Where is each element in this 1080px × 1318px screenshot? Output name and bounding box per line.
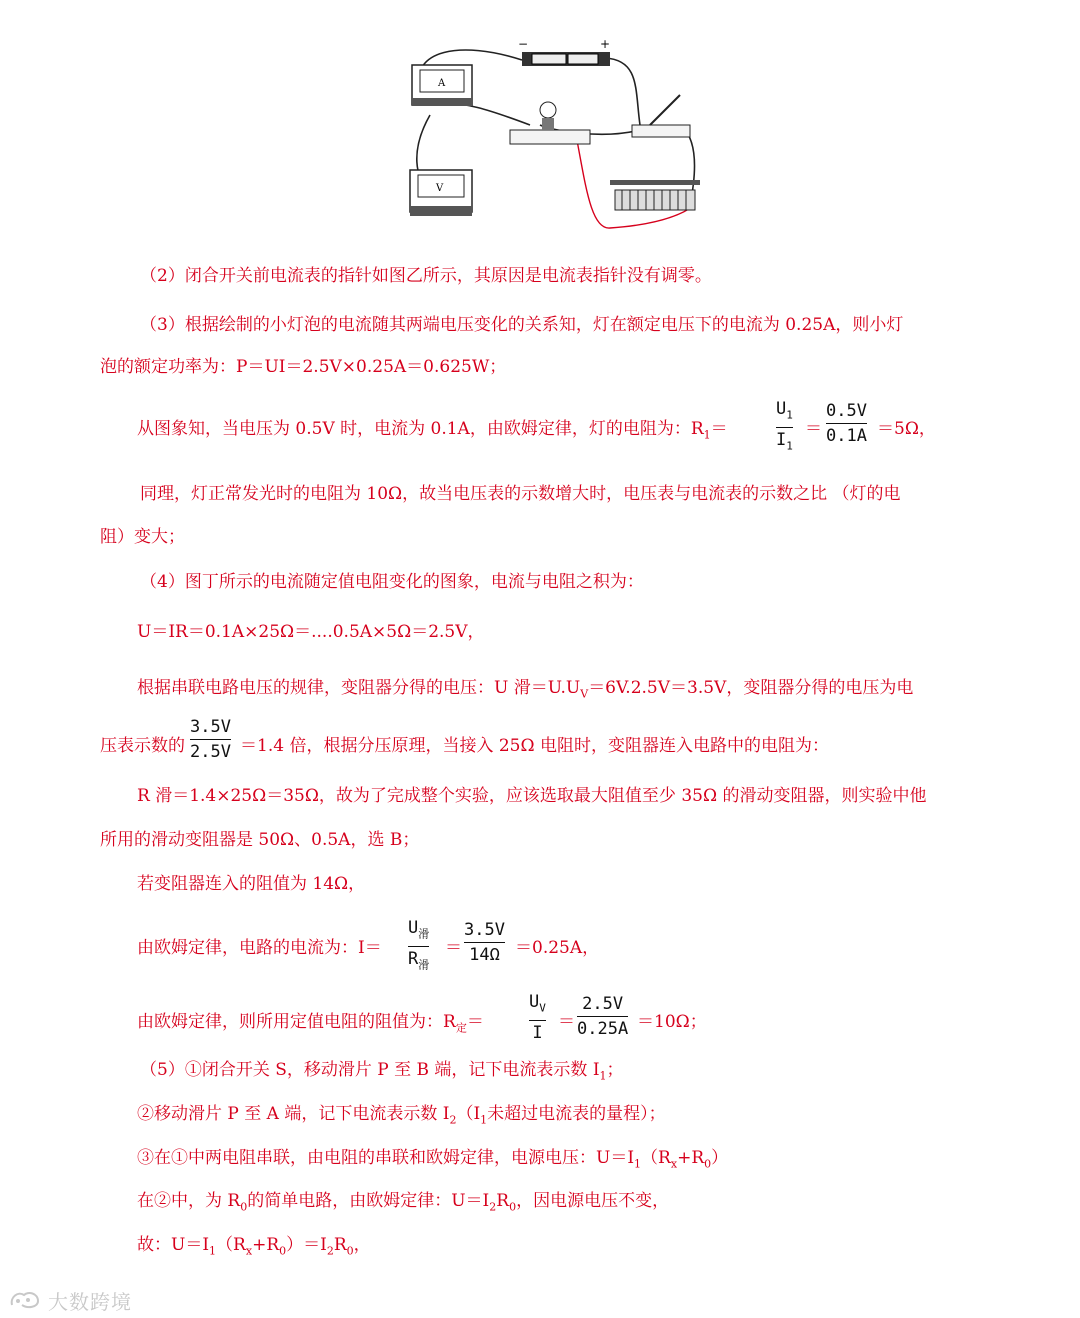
equals-sign-2: ＝ — [445, 938, 462, 958]
battery-icon — [518, 37, 610, 66]
svg-text:A: A — [438, 78, 446, 89]
paragraph-3c: 从图象知，当电压为 0.5V 时，电流为 0.1A，由欧姆定律，灯的电阻为：$R_1=$ — [137, 419, 728, 442]
paragraph-4i-pre: 由欧姆定律，则所用定值电阻的阻值为：$R_定=$ — [137, 1012, 484, 1035]
paragraph-5e: 故：$U=I_1(R_x+R_0)=I_2R_0$， — [137, 1235, 371, 1258]
fraction-05v-01a: 0.5V 0.1A — [826, 401, 867, 446]
paragraph-4b: U＝IR＝0.1A×25Ω＝....0.5A×5Ω＝2.5V， — [137, 622, 485, 642]
rheostat-icon — [610, 180, 700, 210]
svg-text:+: + — [600, 37, 611, 51]
paragraph-3a: （3）根据绘制的小灯泡的电流随其两端电压变化的关系知，灯在额定电压下的电流为 0.25A，则小灯 — [140, 315, 904, 335]
paragraph-4h-pre: 由欧姆定律，电路的电流为：I＝ — [137, 938, 382, 958]
equals-sign-3: ＝ — [558, 1012, 575, 1032]
ammeter-icon — [412, 65, 472, 106]
paragraph-4e: R 滑＝1.4×25Ω＝35Ω，故为了完成整个实验，应该选取最大阻值至少 35Ω 的滑动变阻器，则实验中他 — [137, 786, 927, 806]
watermark-logo-icon — [8, 1289, 44, 1311]
circuit-diagram — [400, 30, 720, 240]
paragraph-4d-post: ＝1.4 倍，根据分压原理，当接入 25Ω 电阻时，变阻器连入电路中的电阻为： — [240, 736, 829, 756]
watermark-text: 大数跨境 — [48, 1290, 132, 1314]
paragraph-3b: 泡的额定功率为：P＝UI＝2.5V×0.25A＝0.625W； — [100, 357, 507, 377]
paragraph-4d-pre: 压表示数的 — [100, 736, 185, 756]
fraction-u-r-slide: $U_滑$ $R_滑$ — [408, 918, 430, 972]
fraction-25v-025a: 2.5V 0.25A — [577, 994, 629, 1039]
paragraph-4c: 根据串联电路电压的规律，变阻器分得的电压：U 滑$=U.U_V=6V.2.5V=3.5V$，变阻器分得的电压为电 — [137, 678, 914, 701]
switch-icon — [632, 95, 690, 137]
fraction-u1-i1: $U_1$ $I_1$ — [776, 399, 793, 453]
result-025a: ＝0.25A， — [515, 938, 600, 958]
bulb-icon — [510, 102, 590, 144]
fraction-35v-14ohm: 3.5V 14Ω — [464, 920, 505, 965]
paragraph-3d: 同理，灯正常发光时的电阻为 10Ω，故当电压表的示数增大时，电压表与电流表的示数之比 （灯的电 — [140, 484, 901, 504]
result-5ohm: ＝5Ω， — [877, 419, 936, 439]
paragraph-5a: （5）①闭合开关 S，移动滑片 P 至 B 端，记下电流表示数 $I_1$； — [140, 1060, 624, 1083]
paragraph-5c: ③在①中两电阻串联，由电阻的串联和欧姆定律，电源电压：$U=I_1(R_x+R_0)$ — [137, 1148, 729, 1171]
paragraph-4a: （4）图丁所示的电流随定值电阻变化的图象，电流与电阻之积为： — [140, 572, 644, 592]
fraction-35v-25v: 3.5V 2.5V — [190, 717, 231, 762]
fraction-uv-i: $U_V$ I — [529, 992, 546, 1044]
voltmeter-icon — [410, 170, 472, 216]
paragraph-4f: 所用的滑动变阻器是 50Ω、0.5A，选 B； — [100, 830, 420, 850]
svg-text:V: V — [436, 183, 444, 194]
svg-text:−: − — [518, 37, 529, 51]
paragraph-2: （2）闭合开关前电流表的指针如图乙所示，其原因是电流表指针没有调零。 — [140, 266, 712, 286]
paragraph-4g: 若变阻器连入的阻值为 14Ω， — [137, 874, 366, 894]
equals-sign: ＝ — [805, 419, 822, 439]
paragraph-5d: 在②中，为 $R_0$的简单电路，由欧姆定律：$U=I_2R_0$，因电源电压不变， — [137, 1191, 670, 1214]
result-10ohm: ＝10Ω； — [637, 1012, 707, 1032]
paragraph-3e: 阻）变大； — [100, 527, 185, 547]
paragraph-5b: ②移动滑片 P 至 A 端，记下电流表示数 $I_2(I_1$未超过电流表的量程）； — [137, 1104, 666, 1127]
